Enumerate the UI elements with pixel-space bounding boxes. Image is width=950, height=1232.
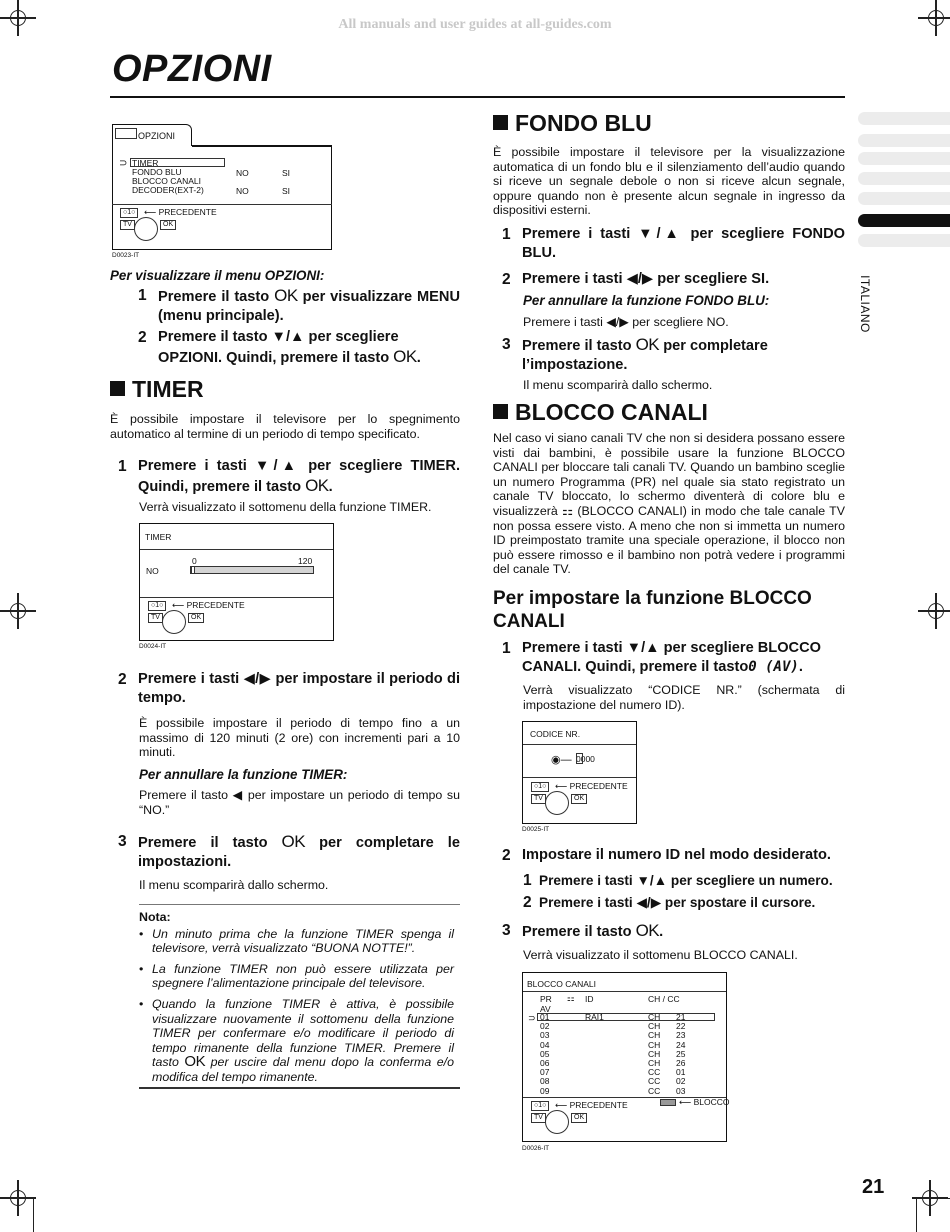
set-step-1: 1 Premere i tasti ▼/▲ per scegliere BLOCCO CANALI. Quindi, premere il tasto0 (AV).: [502, 640, 821, 675]
set-step-3-note: Verrà visualizzato il sottomenu BLOCCO CANALI.: [523, 948, 798, 962]
fondo-step-2: 2 Premere i tasti ◀/▶ per scegliere SI.: [502, 271, 770, 288]
side-language-label: ITALIANO: [858, 275, 872, 333]
menu-item: BLOCCO CANALI: [132, 176, 201, 186]
blocco-canali-intro: Nel caso vi siano canali TV che non si desidera possano essere visti dai bambini, è possibile usare la funzione BLOCCO CANALI per bloccare tali canali TV. Quando un bambino sceglie un numero Programma (PR) nel quale sia stato registrato un canale TV bloccato, lo schermo diventerà di colore blu e visualizzerà ⚏ (BLOCCO CANALI) in modo che tale canale TV non possa essere visto. A meno che non si immetta un numero ID preimpostato tramite una speciale operazione, il blocco non può essere rimosso e il bambino non potrà vedere i programmi del canale TV.: [493, 431, 845, 577]
table-row: [523, 1087, 728, 1096]
intro-step: 2 Premere il tasto ▼/▲ per scegliere OPZIONI. Quindi, premere il tasto OK.: [138, 329, 421, 366]
timer-step-3-note: Il menu scomparirà dallo schermo.: [139, 878, 329, 892]
cell-pr: 04: [540, 1039, 550, 1050]
cell-type: CH: [648, 1039, 661, 1050]
col-header-pr: PR: [540, 994, 552, 1004]
cell-num: 21: [676, 1012, 686, 1022]
codice-title: CODICE NR.: [530, 729, 581, 739]
table-row: [523, 1068, 728, 1077]
ok-key-label: OK: [571, 1113, 587, 1123]
timer-min-label: 0: [192, 556, 197, 566]
back-key-icon: ○1○: [148, 601, 166, 611]
crop-mark: [0, 1198, 34, 1232]
av-label: AV: [540, 1004, 551, 1014]
cell-pr: 06: [540, 1058, 550, 1068]
cell-type: CH: [648, 1030, 661, 1041]
back-key-icon: ○1○: [531, 782, 549, 792]
timer-max-label: 120: [298, 556, 313, 566]
timer-step-1-note: Verrà visualizzato il sottomenu della funzione TIMER.: [139, 500, 432, 514]
set-step-2-substeps: [523, 871, 845, 912]
cursor-box: [576, 753, 583, 764]
page-title: OPZIONI: [112, 48, 272, 90]
cell-pr: 09: [540, 1085, 550, 1096]
cell-pr: 03: [540, 1030, 550, 1041]
table-row: [523, 1022, 728, 1031]
page-number: 21: [862, 1176, 885, 1198]
registration-mark-icon: [918, 593, 950, 629]
table-row: [523, 1050, 728, 1059]
back-label: ⟵ PRECEDENTE: [555, 1100, 628, 1110]
nota-item: • Quando la funzione TIMER è attiva, è possibile visualizzare nuovamente il sottomenu della funzione TIMER per confermare e/o modificare il periodo di tempo rimanente della funzione TIMER. Premere il tasto OK per uscire dal menu dopo la conferma e/o modifica del tempo rimanente.: [139, 997, 454, 1085]
set-step-2: 2 Impostare il numero ID nel modo desiderato.: [502, 847, 831, 864]
substep: 1 Premere i tasti ▼/▲ per scegliere un numero.: [523, 872, 833, 889]
timer-slider-thumb: [191, 566, 195, 574]
fondo-cancel-text: Premere i tasti ◀/▶ per scegliere NO.: [523, 315, 729, 329]
dpad-icon: [545, 791, 569, 815]
table-row: [523, 1013, 728, 1022]
menu-icon: [115, 128, 137, 139]
menu-item: DECODER(EXT-2): [132, 185, 204, 195]
cell-num: 26: [676, 1058, 686, 1068]
timer-step-3: 3 Premere il tasto OK per completare le impostazioni.: [118, 832, 460, 870]
cell-type: CH: [648, 1058, 661, 1068]
blocco-legend-label: ⟵ BLOCCO: [679, 1097, 730, 1107]
section-tab: [858, 172, 950, 185]
cell-id: RAI1: [585, 1012, 604, 1022]
section-tab: [858, 192, 950, 205]
cell-pr: 07: [540, 1067, 550, 1078]
option-value: SI: [282, 168, 291, 178]
section-tab: [858, 112, 950, 125]
ok-key-label: OK: [160, 220, 176, 230]
dpad-icon: [134, 217, 158, 241]
cell-type: CH: [648, 1048, 661, 1059]
menu-item: FONDO BLU: [132, 167, 182, 177]
registration-mark-icon: [0, 593, 36, 629]
col-header-id: ID: [585, 994, 594, 1004]
blocco-canali-screen: [522, 972, 730, 1142]
cell-type: CH: [648, 1012, 661, 1022]
timer-step-2: 2 Premere i tasti ◀/▶ per impostare il periodo di tempo.: [118, 671, 460, 706]
nota-item: • La funzione TIMER non può essere utilizzata per spegnere l’alimentazione principale del televisore.: [139, 962, 454, 991]
timer-screen: [139, 523, 334, 641]
crop-mark: [916, 1198, 950, 1232]
option-value: NO: [236, 168, 249, 178]
set-blocco-heading: Per impostare la funzione BLOCCO CANALI: [493, 588, 812, 632]
lock-icon: ⚏: [567, 993, 575, 1003]
watermark: All manuals and user guides at all-guides.com: [338, 17, 612, 32]
menu-item: TIMER: [132, 158, 159, 168]
tv-key-label: TV: [531, 1113, 546, 1123]
intro-heading: Per visualizzare il menu OPZIONI:: [110, 268, 325, 283]
section-tab: [858, 152, 950, 165]
fondo-step-3-note: Il menu scomparirà dallo schermo.: [523, 378, 713, 392]
cell-num: 25: [676, 1048, 686, 1059]
cell-pr: 05: [540, 1048, 550, 1059]
table-row: [523, 1041, 728, 1050]
figure-code: D0023-IT: [112, 252, 140, 259]
cell-pr: 08: [540, 1076, 550, 1087]
registration-mark-icon: [0, 0, 36, 36]
option-value: SI: [282, 186, 291, 196]
opzioni-menu-screen: [112, 124, 332, 250]
section-tab: [858, 134, 950, 147]
section-tab-active: [858, 214, 950, 227]
cursor-icon: ⊃: [528, 1013, 536, 1023]
timer-slider: [190, 566, 314, 574]
cell-num: 02: [676, 1076, 686, 1087]
tv-key-label: TV: [120, 220, 135, 230]
blocco-canali-heading: BLOCCO CANALI: [493, 399, 708, 426]
option-value: NO: [236, 186, 249, 196]
cell-type: CC: [648, 1067, 661, 1078]
ok-key-label: OK: [188, 613, 204, 623]
substep: 2 Premere i tasti ◀/▶ per spostare il cursore.: [523, 894, 816, 911]
timer-value: NO: [146, 566, 159, 576]
cell-num: 22: [676, 1021, 686, 1032]
nota-top-rule: [139, 904, 460, 905]
back-label: ⟵ PRECEDENTE: [172, 600, 245, 610]
cell-num: 03: [676, 1085, 686, 1096]
title-divider: [110, 96, 845, 98]
cell-type: CC: [648, 1076, 661, 1087]
menu-tab-label: OPZIONI: [138, 131, 176, 141]
key-icon: ◉—: [551, 754, 572, 766]
intro-steps: [138, 286, 460, 368]
dpad-icon: [545, 1110, 569, 1134]
nota-item: • Un minuto prima che la funzione TIMER spenga il televisore, verrà visualizzato “BUONA NOTTE!”.: [139, 927, 454, 956]
figure-code: D0026-IT: [522, 1145, 550, 1152]
cursor-icon: ⊃: [119, 158, 128, 169]
timer-intro: È possibile impostare il televisore per lo spegnimento automatico al termine di un periodo di tempo specificato.: [110, 412, 460, 441]
back-label: ⟵ PRECEDENTE: [144, 207, 217, 217]
figure-code: D0024-IT: [139, 643, 167, 650]
codice-value: 0000: [576, 754, 595, 764]
timer-screen-title: TIMER: [145, 532, 172, 542]
codice-screen: [522, 721, 637, 824]
lock-icon: ⚏: [561, 503, 574, 518]
tv-key-label: TV: [531, 794, 546, 804]
figure-code: D0025-IT: [522, 826, 550, 833]
nota-bottom-rule: [139, 1087, 460, 1089]
cell-num: 01: [676, 1067, 686, 1078]
table-row: [523, 1077, 728, 1086]
fondo-step-1: 1 Premere i tasti ▼/▲ per scegliere FONDO BLU.: [502, 226, 845, 261]
fondo-blu-heading: FONDO BLU: [493, 110, 652, 137]
intro-step: 1 Premere il tasto OK per visualizzare MENU (menu principale).: [138, 286, 460, 324]
cell-type: CH: [648, 1021, 661, 1032]
tv-key-label: TV: [148, 613, 163, 623]
cell-pr: 01: [540, 1012, 550, 1022]
blocco-legend-swatch: [660, 1099, 676, 1106]
nota-title: Nota:: [139, 910, 171, 924]
fondo-blu-intro: È possibile impostare il televisore per la visualizzazione automatica di un fondo blu e il silenziamento dell’audio quando si riceve un segnale debole o non si riceve alcun segnale, oppure quando non è presente alcun segnale in ingresso da dispositivi esterni.: [493, 145, 845, 218]
nota-box: [139, 910, 454, 1091]
timer-cancel-heading: Per annullare la funzione TIMER:: [139, 767, 348, 782]
ok-key-label: OK: [571, 794, 587, 804]
cell-pr: 02: [540, 1021, 550, 1032]
back-key-icon: ○1○: [120, 208, 138, 218]
fondo-cancel-heading: Per annullare la funzione FONDO BLU:: [523, 293, 770, 308]
cell-type: CC: [648, 1085, 661, 1096]
set-step-3: 3 Premere il tasto OK.: [502, 921, 664, 940]
timer-cancel-text: Premere il tasto ◀ per impostare un periodo di tempo su “NO.”: [139, 788, 460, 817]
cell-num: 23: [676, 1030, 686, 1041]
back-label: ⟵ PRECEDENTE: [555, 781, 628, 791]
timer-step-2-note: È possibile impostare il periodo di tempo fino a un massimo di 120 minuti (2 ore) con incrementi pari a 10 minuti.: [139, 716, 460, 760]
table-row: [523, 1031, 728, 1040]
blocco-screen-title: BLOCCO CANALI: [527, 979, 596, 989]
col-header-chcc: CH / CC: [648, 994, 680, 1004]
timer-step-1: 1 Premere i tasti ▼/▲ per scegliere TIMER. Quindi, premere il tasto OK.: [118, 458, 460, 495]
section-tab: [858, 234, 950, 247]
dpad-icon: [162, 610, 186, 634]
set-step-1-note: Verrà visualizzato “CODICE NR.” (schermata di impostazione del numero ID).: [523, 683, 845, 712]
cell-num: 24: [676, 1039, 686, 1050]
registration-mark-icon: [918, 0, 950, 36]
table-row: [523, 1059, 728, 1068]
back-key-icon: ○1○: [531, 1101, 549, 1111]
fondo-step-3: 3 Premere il tasto OK per completare l’impostazione.: [502, 335, 768, 373]
timer-heading: TIMER: [110, 376, 204, 403]
